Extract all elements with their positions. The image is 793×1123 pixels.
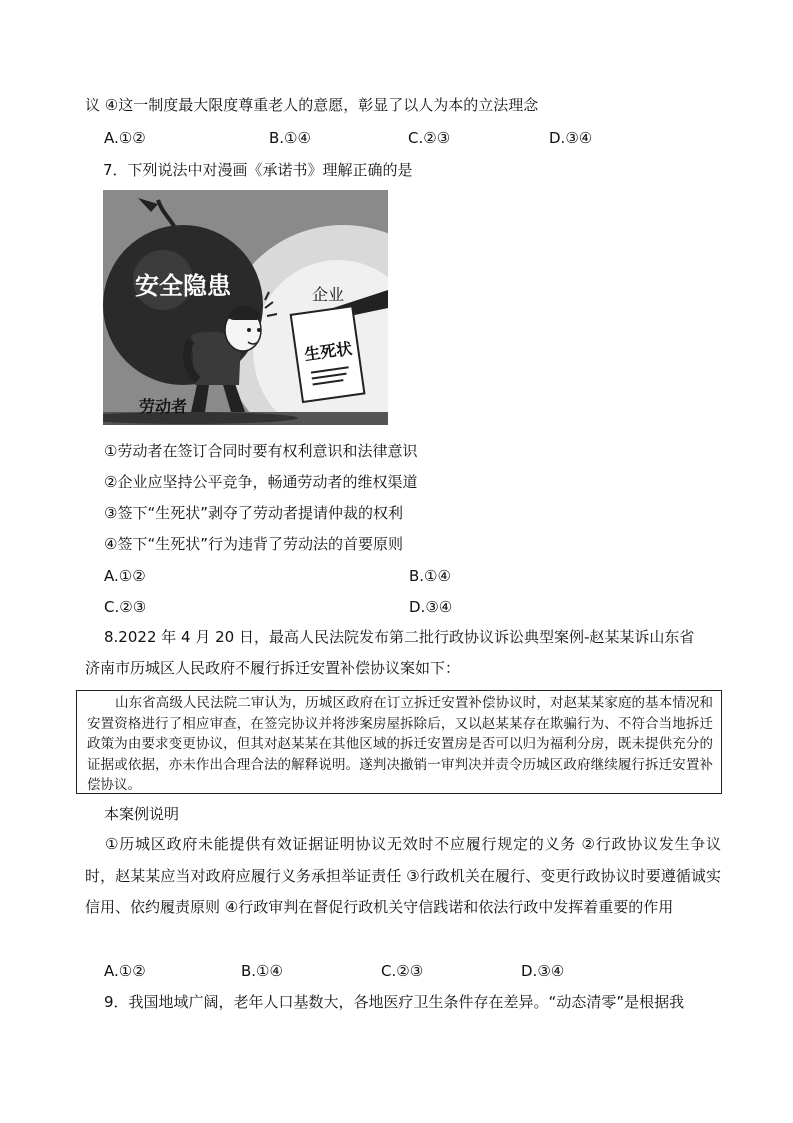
q6-statement-tail: 议 ④这一制度最大限度尊重老人的意愿，彰显了以人为本的立法理念	[85, 96, 539, 114]
q8-stem-line2: 济南市历城区人民政府不履行拆迁安置补偿协议案如下：	[85, 659, 461, 677]
q7-option-d: D.③④	[409, 598, 453, 616]
q8-option-d: D.③④	[521, 962, 565, 980]
q8-option-b: B.①④	[241, 962, 283, 980]
q7-item-3: ③签下“生死状”剥夺了劳动者提请仲裁的权利	[104, 504, 403, 522]
q6-option-a: A.①②	[104, 129, 146, 147]
q7-option-c: C.②③	[104, 598, 147, 616]
q7-option-b: B.①④	[409, 567, 451, 585]
q7-stem: 7．下列说法中对漫画《承诺书》理解正确的是	[103, 161, 413, 179]
q8-statement: ①历城区政府未能提供有效证据证明协议无效时不应履行规定的义务 ②行政协议发生争议时，赵某某应当对政府应履行义务承担举证责任 ③行政机关在履行、变更行政协议时要遵循诚实信用、依约履责原则 ④行政审判在督促行政机关守信践诺和依法行政中发挥着重要的作用	[85, 835, 721, 916]
q6-option-d: D.③④	[549, 129, 593, 147]
paper-text: 生死状	[303, 338, 354, 365]
bomb-text: 安全隐患	[135, 272, 231, 300]
q8-lead: 本案例说明	[104, 805, 180, 823]
comic-image	[103, 190, 388, 425]
q8-option-a: A.①②	[104, 962, 146, 980]
q6-option-b: B.①④	[269, 129, 311, 147]
q6-option-c: C.②③	[408, 129, 451, 147]
q7-item-4: ④签下“生死状”行为违背了劳动法的首要原则	[104, 535, 403, 553]
worker-label: 劳动者	[138, 397, 188, 416]
case-box: 山东省高级人民法院二审认为，历城区政府在订立拆迁安置补偿协议时，对赵某某家庭的基本情况和安置资格进行了相应审查，在签完协议并将涉案房屋拆除后，又以赵某某存在欺骗行为、不符合当地拆迁政策为由要求变更协议，但其对赵某某在其他区域的拆迁安置房是否可以归为福利分房，既未提供充分的证据或依据，亦未作出合理合法的解释说明。遂判决撤销一审判决并责令历城区政府继续履行拆迁安置补偿协议。	[76, 690, 722, 794]
q8-stem-line1: 8.2022 年 4 月 20 日，最高人民法院发布第二批行政协议诉讼典型案例-赵某某诉山东省	[104, 628, 695, 646]
q7-option-a: A.①②	[104, 567, 146, 585]
q8-option-c: C.②③	[381, 962, 424, 980]
q7-item-1: ①劳动者在签订合同时要有权利意识和法律意识	[104, 442, 418, 460]
q9-stem: 9．我国地域广阔，老年人口基数大，各地医疗卫生条件存在差异。“动态清零”是根据我	[104, 993, 685, 1011]
company-label: 企业	[311, 285, 345, 304]
q7-item-2: ②企业应坚持公平竞争，畅通劳动者的维权渠道	[104, 473, 418, 491]
